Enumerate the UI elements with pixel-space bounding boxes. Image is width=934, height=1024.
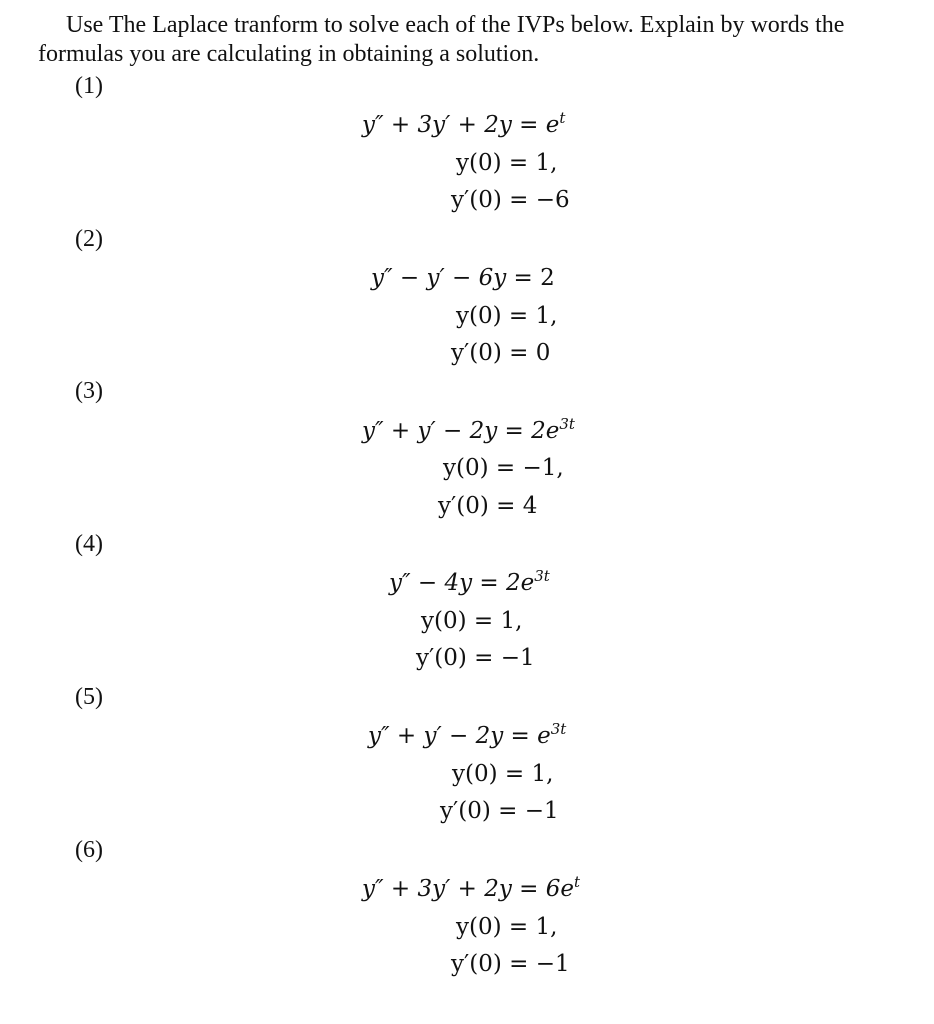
ode-lhs: y″ + 3y′ + 2y bbox=[362, 876, 512, 902]
ode-rhs-exponent: 3t bbox=[534, 567, 550, 585]
problem-label: (1) bbox=[75, 73, 103, 99]
ode-lhs: y″ + y′ − 2y bbox=[368, 723, 504, 749]
ode-lhs: y″ − 4y bbox=[389, 570, 473, 596]
ode-rhs-base: 2 bbox=[540, 265, 555, 291]
problem-label: (4) bbox=[75, 531, 103, 557]
initial-condition-y: y(0) = 1, bbox=[456, 303, 558, 329]
ode-equation: $y'' + 3y' + 2y = e^t$ bbox=[362, 109, 566, 138]
ode-rhs-base: 2e bbox=[531, 418, 560, 444]
initial-condition-yprime: y′(0) = −1 bbox=[451, 951, 570, 977]
problem-label: (5) bbox=[75, 684, 103, 710]
ode-equation: $y'' - 4y = 2e^{3t}$ bbox=[389, 567, 550, 596]
ode-rhs-base: e bbox=[537, 723, 551, 749]
ode-lhs: y″ + y′ − 2y bbox=[362, 418, 498, 444]
ode-rhs-base: 6e bbox=[545, 876, 575, 902]
initial-condition-y: y(0) = 1, bbox=[421, 608, 523, 634]
ode-equation: $y'' + y' - 2y = e^{3t}$ bbox=[368, 720, 567, 749]
problem-label: (2) bbox=[75, 226, 103, 252]
problem-label: (3) bbox=[75, 378, 103, 404]
initial-condition-yprime: y′(0) = 4 bbox=[438, 493, 538, 519]
initial-condition-yprime: y′(0) = 0 bbox=[451, 340, 551, 366]
initial-condition-y: y(0) = 1, bbox=[456, 150, 558, 176]
ode-equation: y″ − y′ − 6y = 2 bbox=[371, 265, 555, 291]
ode-rhs-exponent: t bbox=[559, 109, 566, 127]
problem-label: (6) bbox=[75, 837, 103, 863]
ode-equation: $y'' + y' - 2y = 2e^{3t}$ bbox=[362, 415, 575, 444]
ode-rhs-base: e bbox=[545, 112, 560, 138]
initial-condition-y: y(0) = 1, bbox=[452, 761, 554, 787]
instructions-text: Use The Laplace tranform to solve each of the IVPs below. Explain by words the formulas you are calculating in obtaining a solution. bbox=[38, 12, 845, 67]
initial-condition-yprime: y′(0) = −1 bbox=[416, 645, 535, 671]
ode-rhs-exponent: t bbox=[574, 873, 581, 891]
initial-condition-yprime: y′(0) = −6 bbox=[451, 187, 570, 213]
ode-rhs-exponent: 3t bbox=[550, 720, 567, 738]
ode-rhs-exponent: 3t bbox=[559, 415, 575, 433]
ode-equation: $y'' + 3y' + 2y = 6e^t$ bbox=[362, 873, 581, 902]
initial-condition-yprime: y′(0) = −1 bbox=[440, 798, 559, 824]
initial-condition-y: y(0) = −1, bbox=[443, 455, 564, 481]
ode-rhs-base: 2e bbox=[506, 570, 535, 596]
ode-lhs: y″ + 3y′ + 2y bbox=[362, 112, 512, 138]
ode-lhs: y″ − y′ − 6y bbox=[371, 265, 507, 291]
initial-condition-y: y(0) = 1, bbox=[456, 914, 558, 940]
